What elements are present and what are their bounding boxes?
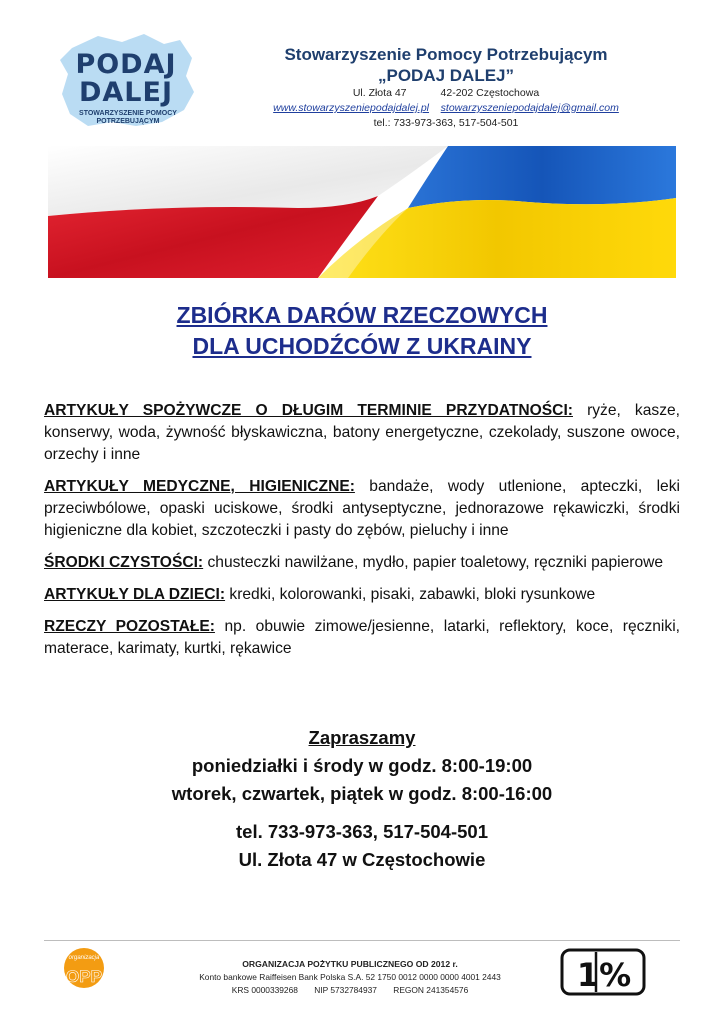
- item-description: kredki, kolorowanki, pisaki, zabawki, bloki rysunkowe: [225, 586, 596, 603]
- opening-hours: [40, 724, 684, 808]
- list-item-children: [44, 584, 680, 606]
- one-percent-icon: [560, 948, 646, 996]
- logo-text-podaj: PODAJ: [75, 49, 177, 80]
- item-description: ryże, kasze, konserwy, woda, żywność błyskawiczna, batony energetyczne, czekolady, suszone owoce, orzechy i inne: [44, 402, 681, 463]
- org-postal-city: 42-202 Częstochowa: [440, 87, 540, 99]
- contact-phone: tel. 733-973-363, 517-504-501: [236, 821, 488, 842]
- org-street: Ul. Złota 47: [352, 87, 407, 99]
- footer-krs: KRS 0000339268: [231, 985, 298, 995]
- item-description: np. obuwie zimowe/jesienne, latarki, reflektory, koce, ręczniki, materace, karimaty, kurtki, rękawice: [44, 618, 680, 657]
- logo-subtitle-2: POTRZEBUJĄCYM: [96, 118, 160, 125]
- logo-subtitle-1: STOWARZYSZENIE POMOCY: [79, 110, 177, 117]
- item-category: ARTYKUŁY DLA DZIECI:: [44, 586, 226, 603]
- footer-bank-account: Konto bankowe Raiffeisen Bank Polska S.A. 52 1750 0012 0000 0000 4001 2443: [199, 972, 501, 982]
- headline-line-1: ZBIÓRKA DARÓW RZECZOWYCH: [176, 302, 548, 328]
- org-address: [236, 86, 656, 101]
- footer-divider: [44, 940, 680, 941]
- flag-blue-stripe: [408, 146, 676, 208]
- org-links: [236, 101, 656, 116]
- list-item-food: [44, 400, 680, 466]
- hours-tue-thu-fri: wtorek, czwartek, piątek w godz. 8:00-16:00: [171, 783, 553, 804]
- footer-title: ORGANIZACJA POŻYTKU PUBLICZNEGO OD 2012 r.: [242, 959, 458, 969]
- podaj-dalej-logo: [52, 30, 202, 130]
- contact-block: [40, 818, 684, 874]
- opp-logo: [54, 946, 114, 998]
- one-percent-text: 1%: [576, 956, 632, 994]
- org-name-quoted: „PODAJ DALEJ”: [377, 66, 515, 85]
- hours-mon-wed: poniedziałki i środy w godz. 8:00-19:00: [191, 755, 533, 776]
- collection-headline: [40, 300, 684, 362]
- list-item-cleaning: [44, 552, 680, 574]
- opp-small-text: organizacja: [68, 955, 100, 961]
- headline-line-2: DLA UCHODŹCÓW Z UKRAINY: [192, 333, 532, 359]
- item-description: chusteczki nawilżane, mydło, papier toaletowy, ręczniki papierowe: [203, 554, 664, 571]
- footer-registry: [150, 984, 550, 997]
- logo-text-dalej: DALEJ: [78, 77, 173, 108]
- org-phone: tel.: 733-973-363, 517-504-501: [373, 117, 519, 129]
- organization-header: [236, 44, 656, 131]
- footer-info: [150, 958, 550, 997]
- item-category: RZECZY POZOSTAŁE:: [44, 618, 215, 635]
- footer-nip: NIP 5732784937: [314, 985, 377, 995]
- item-category: ARTYKUŁY MEDYCZNE, HIGIENICZNE:: [44, 478, 355, 495]
- item-category: ARTYKUŁY SPOŻYWCZE O DŁUGIM TERMINIE PRZYDATNOŚCI:: [44, 402, 573, 419]
- email-link[interactable]: stowarzyszeniepodajdalej@gmail.com: [440, 102, 619, 114]
- invite-title: Zapraszamy: [308, 727, 416, 748]
- poland-ukraine-flag-banner: [48, 146, 676, 278]
- website-link[interactable]: www.stowarzyszeniepodajdalej.pl: [273, 102, 429, 114]
- list-item-other: [44, 616, 680, 660]
- item-description: bandaże, wody utlenione, apteczki, leki przeciwbólowe, opaski uciskowe, środki antyseptyczne, jednorazowe rękawiczki, środki higieniczne dla kobiet, szczoteczki i pasty do zębów, pieluchy i inne: [44, 478, 680, 539]
- donation-items-list: [44, 400, 680, 670]
- org-name: Stowarzyszenie Pomocy Potrzebującym: [284, 45, 608, 64]
- footer-regon: REGON 241354576: [393, 985, 469, 995]
- item-category: ŚRODKI CZYSTOŚCI:: [44, 554, 204, 571]
- contact-address: Ul. Złota 47 w Częstochowie: [238, 849, 486, 870]
- list-item-medical: [44, 476, 680, 542]
- opp-label: OPP: [66, 967, 102, 986]
